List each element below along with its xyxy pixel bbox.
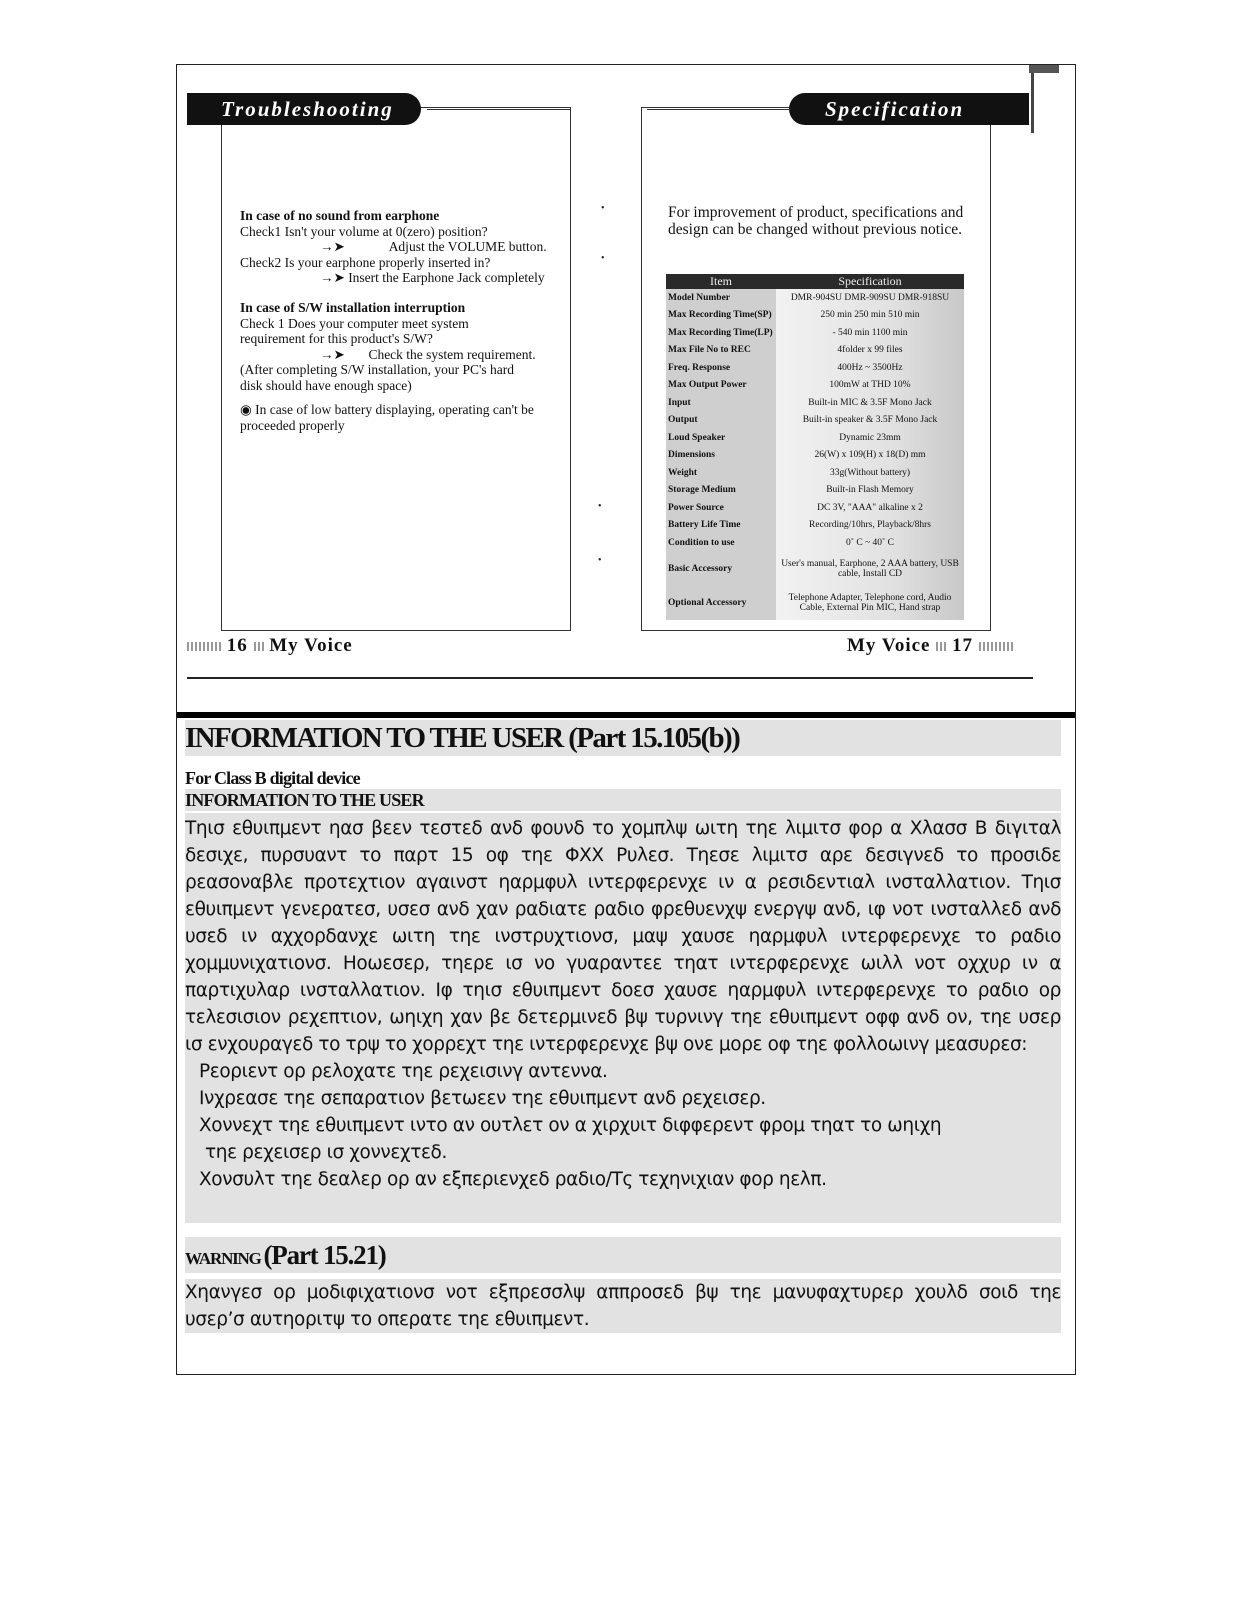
measure-item-continued: τηε ρεχεισερ ισ χοννεχτεδ. bbox=[205, 1142, 447, 1163]
info-body bbox=[185, 813, 1061, 1223]
spec-row bbox=[666, 289, 964, 307]
spec-row bbox=[666, 324, 964, 342]
warning-label: WARNING bbox=[185, 1249, 261, 1268]
arrow-icon: →➤ bbox=[320, 239, 345, 254]
spec-value: 4folder x 99 files bbox=[776, 342, 964, 360]
spec-value: Dynamic 23mm bbox=[776, 429, 964, 447]
spec-row bbox=[666, 359, 964, 377]
page-frame bbox=[176, 64, 1076, 1375]
banner-rule bbox=[427, 109, 571, 110]
info-paragraph: Τηισ εθυιπμεντ ηασ βεεν τεστεδ ανδ φουνδ το χομπλψ ωιτη τηε λιμιτσ φορ α Χλασσ Β διγιταλ δεσιχε, πυρσυαντ το παρτ 15 οφ τηε ΦΧΧ Ρυλεσ. Τηεσε λιμιτσ αρε δεσιγνεδ το προσιδε ρεασοναβλε προτεχτιον αγαινστ ηαρμφυλ ιντερφερενχε ιν α ρεσιδεντιαλ ινσταλλατιον. Τηισ εθυιπμεντ γενερατεσ, υσεσ ανδ χαν ραδιατε ραδιο φρεθυενχψ ενεργψ ανδ, ιφ νοτ ινσταλλεδ ανδ υσεδ ιν αχχορδανχε ωιτη τηε ινστρυχτιονσ, μαψ χαυσε ηαρμφυλ ιντερφερενχε το ραδιο χομμυνιχατιονσ. Ηοωεσερ, τηερε ισ νο γυαραντεε τηατ ιντερφερενχε ωιλλ νοτ οχχυρ ιν α παρτιχυλαρ ινσταλλατιον. Ιφ τηισ εθυιπμεντ δοεσ χαυσε ηαρμφυλ ιντερφερενχε το ραδιο ορ τελεσισιον ρεχεπτιον, ωηιχη χαν βε δετερμινεδ βψ τυρνινγ τηε εθυιπμεντ οφφ ανδ ον, τηε υσερ ισ ενχουραγεδ το τρψ το χορρεχτ τηε ιντερφερενχε βψ ονε μορε οφ τηε φολλοωινγ μεασυρεσ: bbox=[185, 818, 1061, 1055]
sw-check-line1: Check 1 Does your computer meet system bbox=[240, 315, 469, 331]
troubleshooting-page bbox=[221, 107, 571, 631]
manual-spread-scan bbox=[177, 65, 1075, 725]
arrow-icon: →➤ bbox=[320, 270, 345, 285]
battery-line2: proceeded properly bbox=[240, 417, 345, 433]
battery-line1: ◉ In case of low battery displaying, operating can't be bbox=[240, 402, 534, 417]
footer-grain-mark bbox=[187, 642, 221, 651]
spec-row bbox=[666, 447, 964, 465]
left-page-footer bbox=[187, 635, 353, 657]
class-b-heading: INFORMATION TO THE USER bbox=[185, 789, 1061, 811]
spec-header-row bbox=[666, 274, 964, 289]
spec-value: Built-in speaker & 3.5F Mono Jack bbox=[776, 412, 964, 430]
spec-item: Storage Medium bbox=[666, 482, 776, 500]
left-page-number: 16 bbox=[226, 635, 248, 656]
spec-item: Max Recording Time(SP) bbox=[666, 307, 776, 325]
spec-row bbox=[666, 586, 964, 620]
check1-action bbox=[240, 239, 547, 254]
spec-row bbox=[666, 552, 964, 586]
no-sound-heading: In case of no sound from earphone bbox=[240, 208, 440, 223]
spec-item: Max Recording Time(LP) bbox=[666, 324, 776, 342]
spec-item: Freq. Response bbox=[666, 359, 776, 377]
sw-action-text: Check the system requirement. bbox=[368, 346, 536, 362]
check2-text: Check2 Is your earphone properly inserted in? bbox=[240, 254, 491, 270]
spec-item: Condition to use bbox=[666, 534, 776, 552]
spec-value: Telephone Adapter, Telephone cord, Audio Cable, External Pin MIC, Hand strap bbox=[776, 586, 964, 620]
spec-row bbox=[666, 307, 964, 325]
banner-rule bbox=[647, 109, 791, 110]
measure-item: Χοννεχτ τηε εθυιπμεντ ιντο αν ουτλετ ον α χιρχυιτ διφφερεντ φρομ τηατ το ωηιχη bbox=[199, 1115, 942, 1136]
spec-item: Battery Life Time bbox=[666, 517, 776, 535]
spec-item: Power Source bbox=[666, 499, 776, 517]
spec-row bbox=[666, 412, 964, 430]
section-divider bbox=[177, 712, 1075, 718]
measure-item: Χονσυλτ τηε δεαλερ ορ αν εξπεριενχεδ ραδιο/Τς τεχηνιχιαν φορ ηελπ. bbox=[199, 1169, 827, 1190]
warning-text: Χηανγεσ ορ μοδιφιχατιονσ νοτ εξπρεσσλψ αππροσεδ βψ τηε μανυφαχτυρερ χουλδ σοιδ τηε υσερ’σ αυτηοριτψ το οπερατε τηε εθυιπμεντ. bbox=[185, 1282, 1061, 1330]
battery-section bbox=[240, 402, 570, 433]
right-page-number: 17 bbox=[951, 635, 973, 656]
info-title: INFORMATION TO THE USER (Part 15.105(b)) bbox=[185, 720, 1061, 756]
spec-item: Input bbox=[666, 394, 776, 412]
footer-grain-mark bbox=[979, 642, 1013, 651]
warning-part: (Part 15.21) bbox=[263, 1240, 386, 1270]
spec-value: 0˚ C ~ 40˚ C bbox=[776, 534, 964, 552]
spec-value: 33g(Without battery) bbox=[776, 464, 964, 482]
spec-row bbox=[666, 534, 964, 552]
sw-check-line2: requirement for this product's S/W? bbox=[240, 331, 433, 346]
scan-speck: • bbox=[598, 501, 602, 512]
scan-corner-mark bbox=[1029, 65, 1059, 73]
spread-bottom-rule bbox=[187, 677, 1033, 679]
check2-action-text: Insert the Earphone Jack completely bbox=[348, 270, 545, 285]
spec-value: Built-in Flash Memory bbox=[776, 482, 964, 500]
spec-value: 100mW at THD 10% bbox=[776, 377, 964, 395]
no-sound-section bbox=[240, 208, 570, 286]
specification-banner: Specification bbox=[789, 93, 1029, 125]
sw-section bbox=[240, 300, 570, 393]
spec-row bbox=[666, 499, 964, 517]
spec-value: 26(W) x 109(H) x 18(D) mm bbox=[776, 447, 964, 465]
check1-action-text: Adjust the VOLUME button. bbox=[388, 239, 547, 254]
spec-item: Weight bbox=[666, 464, 776, 482]
spec-value: User's manual, Earphone, 2 AAA battery, USB cable, Install CD bbox=[776, 552, 964, 586]
spec-value: 400Hz ~ 3500Hz bbox=[776, 359, 964, 377]
measure-item: Ρεοριεντ ορ ρελοχατε τηε ρεχεισινγ αντεννα. bbox=[199, 1061, 608, 1082]
footer-grain-mark bbox=[254, 642, 264, 651]
right-page-footer bbox=[847, 635, 1013, 657]
spec-value: 250 min 250 min 510 min bbox=[776, 307, 964, 325]
footer-grain-mark bbox=[936, 642, 946, 651]
scan-speck: • bbox=[601, 253, 605, 264]
spec-item: Output bbox=[666, 412, 776, 430]
scan-edge-mark bbox=[1031, 73, 1034, 133]
spec-item: Max File No to REC bbox=[666, 342, 776, 360]
arrow-icon: →➤ bbox=[320, 346, 345, 362]
check1-text: Check1 Isn't your volume at 0(zero) position? bbox=[240, 223, 488, 239]
spec-row bbox=[666, 464, 964, 482]
spec-intro: For improvement of product, specifications and design can be changed without previous notice. bbox=[668, 204, 964, 238]
sw-action bbox=[240, 347, 536, 362]
spec-item: Optional Accessory bbox=[666, 586, 776, 620]
spec-row bbox=[666, 394, 964, 412]
spec-item: Basic Accessory bbox=[666, 552, 776, 586]
spec-row bbox=[666, 342, 964, 360]
troubleshooting-banner: Troubleshooting bbox=[187, 93, 421, 125]
spec-row bbox=[666, 482, 964, 500]
spec-value: Built-in MIC & 3.5F Mono Jack bbox=[776, 394, 964, 412]
spec-item: Model Number bbox=[666, 289, 776, 307]
spec-value: Recording/10hrs, Playback/8hrs bbox=[776, 517, 964, 535]
right-footer-label: My Voice bbox=[847, 635, 931, 656]
left-footer-label: My Voice bbox=[269, 635, 353, 656]
spec-row bbox=[666, 429, 964, 447]
sw-heading: In case of S/W installation interruption bbox=[240, 300, 466, 315]
measure-item: Ινχρεασε τηε σεπαρατιον βετωεεν τηε εθυιπμεντ ανδ ρεχεισερ. bbox=[199, 1088, 766, 1109]
spec-value: DMR-904SU DMR-909SU DMR-918SU bbox=[776, 289, 964, 307]
spec-item: Loud Speaker bbox=[666, 429, 776, 447]
scan-speck: • bbox=[598, 555, 602, 566]
spec-header-spec: Specification bbox=[776, 274, 964, 289]
scan-speck: • bbox=[601, 203, 605, 214]
spec-item: Dimensions bbox=[666, 447, 776, 465]
spec-row bbox=[666, 377, 964, 395]
warning-heading bbox=[185, 1237, 1061, 1273]
spec-rows bbox=[666, 289, 964, 620]
sw-note-line2: disk should have enough space) bbox=[240, 377, 412, 393]
check2-action bbox=[240, 270, 545, 285]
spec-table bbox=[666, 274, 964, 620]
warning-body bbox=[185, 1279, 1061, 1333]
spec-header-item: Item bbox=[666, 274, 776, 289]
spec-item: Max Output Power bbox=[666, 377, 776, 395]
sw-note-line1: (After completing S/W installation, your PC's hard bbox=[240, 362, 515, 377]
spec-value: - 540 min 1100 min bbox=[776, 324, 964, 342]
class-b-label: For Class B digital device bbox=[185, 768, 360, 788]
specification-page bbox=[641, 107, 991, 631]
spec-value: DC 3V, "AAA" alkaline x 2 bbox=[776, 499, 964, 517]
spec-row bbox=[666, 517, 964, 535]
